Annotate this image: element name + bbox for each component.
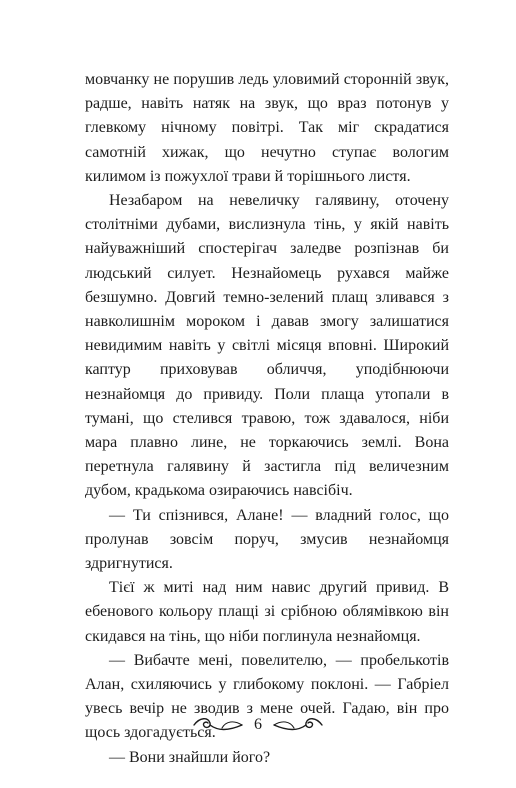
page-footer — [0, 710, 516, 740]
flourish-right-icon — [272, 715, 324, 735]
paragraph-continued: мовчанку не порушив ледь уловимий сторонній звук, радше, навіть натяк на звук, що враз потонув у глевкому нічному повітрі. Так міг скрадатися самотній хижак, що нечутно ступає вологим килимом із пожухлої трави й торішнього листя. — [85, 71, 449, 185]
paragraph: Тієї ж миті над ним навис другий привид. В ебенового кольору плащі зі срібною облямівкою він скидався на тінь, що ніби поглинула незнайомця. — [85, 579, 449, 645]
dialogue-paragraph: — Вибачте мені, повелителю, — пробелькотів Алан, схиляючись у глибокому поклоні. — Габріел увесь вечір не зводив з мене очей. Гадаю, він про щось здогадується. — [85, 651, 449, 742]
paragraph: Незабаром на невеличку галявину, оточену столітніми дубами, вислизнула тінь, у якій навіть найуважніший спостерігач заледве розпізнав би людський силует. Незнайомець рухався майже безшумно. Довгий темно-зелений плащ зливався з навколишнім мороком і давав змогу залишатися невидимим навіть у світлі місяця вповні. Широкий каптур приховував обличчя, уподібнюючи незнайомця до привиду. Поли плаща утопали в тумані, що стелився травою, тож здавалося, ніби мара плавно лине, не торкаючись землі. Вона перетнула галявину й застигла під величезним дубом, крадькома озираючись навсібіч. — [85, 192, 449, 500]
dialogue-paragraph: — Ти спізнився, Алане! — владний голос, що пролунав зовсім поруч, змусив незнайомця здригнутися. — [85, 506, 449, 573]
flourish-left-icon — [192, 715, 244, 735]
body-text — [85, 68, 449, 770]
dialogue-paragraph: — Вони знайшли його? — [109, 748, 271, 766]
page-number: 6 — [254, 716, 262, 733]
